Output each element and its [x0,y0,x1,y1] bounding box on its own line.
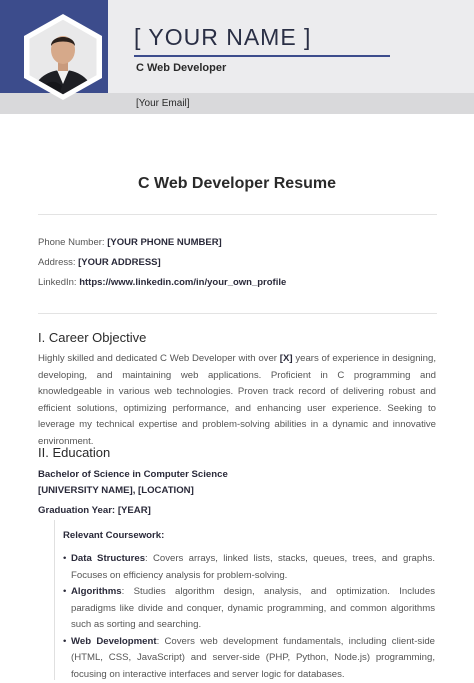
candidate-name: [ YOUR NAME ] [134,24,311,51]
degree: Bachelor of Science in Computer Science [38,469,228,480]
course-desc: : Studies algorithm design, analysis, and optimization. Includes paradigms like divide and conquer, dynamic programming, and common algorithms such as sorting and searching. [71,586,435,630]
contact-phone [38,237,222,248]
resume-header [0,0,474,114]
phone-value: [YOUR PHONE NUMBER] [107,237,222,248]
document-title: C Web Developer Resume [0,175,474,193]
coursework-title: Relevant Coursework: [63,530,164,541]
address-value: [YOUR ADDRESS] [78,257,161,268]
title-divider [38,214,437,215]
linkedin-label: LinkedIn: [38,277,77,288]
career-text-before: Highly skilled and dedicated C Web Developer with over [38,353,280,364]
university: [UNIVERSITY NAME], [LOCATION] [38,485,194,496]
address-label: Address: [38,257,76,268]
graduation-year [38,505,151,516]
course-name: Data Structures [71,553,145,564]
profile-photo [20,14,106,100]
career-text-after: years of experience in designing, developing, and maintaining web applications. Proficient in C programming and knowledgeable in various web technologies. Proven track record of delivering robust and efficient solutions, optimizing performance, and enhancing user experience. Seeking to leverage my technical expertise and problem-solving abilities in a dynamic and innovative environment. [38,353,436,447]
contact-address [38,257,161,268]
course-desc: : Covers arrays, linked lists, stacks, queues, trees, and graphs. Focuses on efficiency analysis for problem-solving. [71,553,435,581]
coursework-list [63,551,435,683]
list-item [63,584,435,634]
course-desc: : Covers web development fundamentals, including client-side (HTML, CSS, JavaScript) and server-side (PHP, Python, Node.js) programming, focusing on interactive interfaces and server logic for databases. [71,636,435,680]
coursework-box [54,520,438,680]
course-name: Web Development [71,636,157,647]
grad-label: Graduation Year: [38,505,115,516]
course-name: Algorithms [71,586,122,597]
candidate-email: [Your Email] [136,98,190,109]
linkedin-value: https://www.linkedin.com/in/your_own_profile [79,277,286,288]
career-objective-text [38,351,436,450]
grad-value: [YEAR] [118,505,151,516]
profile-photo-icon [20,14,106,100]
education-heading: II. Education [38,445,110,460]
contact-linkedin [38,277,286,288]
list-item [63,634,435,683]
phone-label: Phone Number: [38,237,105,248]
career-years: [X] [280,353,293,364]
candidate-role: C Web Developer [136,62,226,74]
name-underline [134,55,390,57]
section-divider [38,313,437,314]
career-objective-heading: I. Career Objective [38,330,146,345]
list-item [63,551,435,584]
